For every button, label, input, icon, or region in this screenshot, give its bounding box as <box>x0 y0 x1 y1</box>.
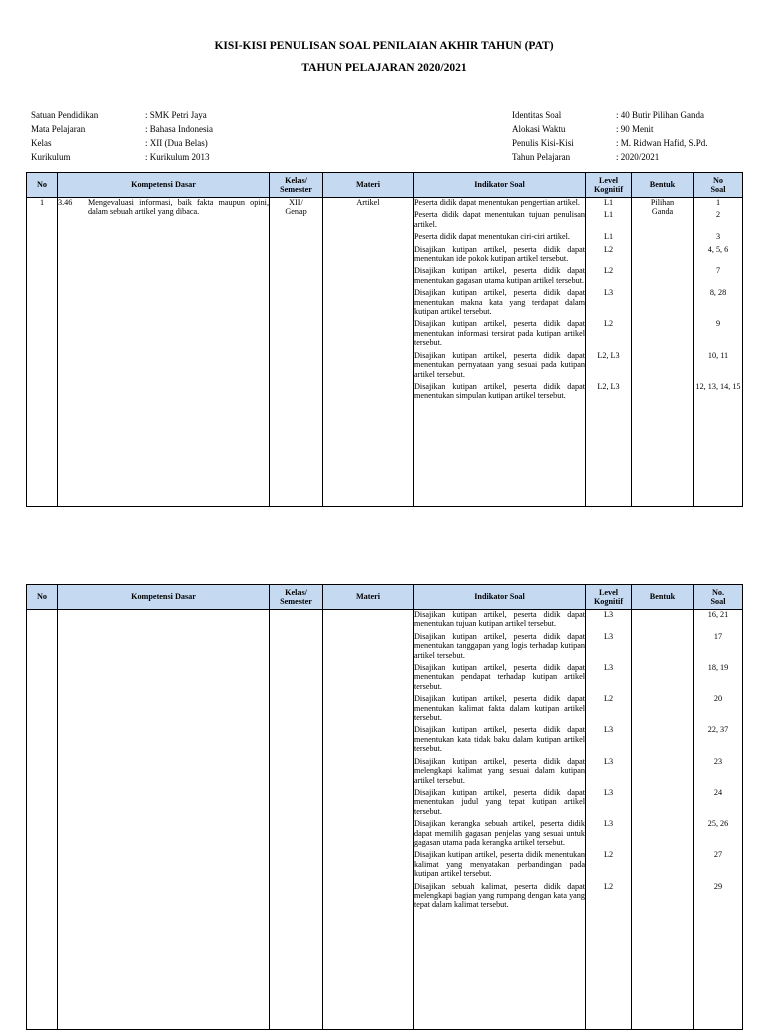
indikator-item: Disajikan kutipan artikel, peserta didik dapat melengkapi kalimat yang sesuai dalam kutipan artikel tersebut. <box>414 756 585 785</box>
header-materi: Materi <box>323 173 414 198</box>
no-soal-cell <box>694 198 743 507</box>
document-subtitle: TAHUN PELAJARAN 2020/2021 <box>301 62 467 74</box>
header-kompetensi-dasar: Kompetensi Dasar <box>58 173 270 198</box>
header-level-kognitif: Level Kognitif <box>586 585 632 610</box>
indikator-item: Disajikan kutipan artikel, peserta didik dapat menentukan pernyataan yang sesuai pada kutipan artikel tersebut. <box>414 350 585 379</box>
meta-row <box>512 122 708 136</box>
materi-cell: Artikel <box>323 198 414 507</box>
header-kelas-semester: Kelas/ Semester <box>270 585 323 610</box>
materi-cell <box>323 610 414 1030</box>
header-indikator: Indikator Soal <box>414 173 586 198</box>
no-soal-cell <box>694 610 743 1030</box>
no-soal-item: 20 <box>713 694 723 704</box>
level-item: L2, L3 <box>597 350 620 360</box>
header-no: No <box>27 585 58 610</box>
meta-value: : 40 Butir Pilihan Ganda <box>616 110 704 120</box>
level-item: L3 <box>603 819 614 829</box>
level-item: L2 <box>603 244 614 254</box>
header-level-kognitif: Level Kognitif <box>586 173 632 198</box>
header-materi: Materi <box>323 585 414 610</box>
meta-value: : Kurikulum 2013 <box>145 152 210 162</box>
kd-text: Mengevaluasi informasi, baik fakta maupun opini, dalam sebuah artikel yang dibaca. <box>88 198 269 217</box>
indikator-item: Peserta didik dapat menentukan pengertian artikel. <box>414 198 580 207</box>
indikator-cell <box>414 198 586 507</box>
indikator-item: Disajikan kutipan artikel, peserta didik dapat menentukan ide pokok kutipan artikel tersebut. <box>414 244 585 264</box>
bentuk-cell <box>632 610 694 1030</box>
kompetensi-dasar-cell <box>58 198 270 507</box>
no-soal-item: 24 <box>713 787 723 797</box>
no-soal-item: 10, 11 <box>707 350 729 360</box>
indikator-item: Disajikan kutipan artikel, peserta didik dapat menentukan tujuan kutipan artikel tersebut. <box>414 610 585 629</box>
meta-row <box>31 136 213 150</box>
level-item: L1 <box>603 232 614 242</box>
meta-row <box>31 108 213 122</box>
meta-row <box>512 108 708 122</box>
kelas-semester-cell: XII/ Genap <box>270 198 323 507</box>
meta-value: : 90 Menit <box>616 124 654 134</box>
level-item: L3 <box>603 631 614 641</box>
no-soal-item: 27 <box>713 850 723 860</box>
level-item: L3 <box>603 725 614 735</box>
no-soal-item: 23 <box>713 756 723 766</box>
indikator-item: Disajikan kutipan artikel, peserta didik dapat menentukan judul yang tepat kutipan artikel tersebut. <box>414 787 585 816</box>
no-soal-item: 29 <box>713 881 723 891</box>
indikator-item: Disajikan kutipan artikel, peserta didik dapat menentukan kata tidak baku dalam kutipan artikel tersebut. <box>414 725 585 754</box>
no-soal-item: 25, 26 <box>707 819 729 829</box>
meta-label: Kurikulum <box>31 152 71 162</box>
level-item: L3 <box>603 787 614 797</box>
row-number <box>27 610 58 1030</box>
indikator-item: Peserta didik dapat menentukan ciri-ciri artikel. <box>414 232 570 242</box>
header-kelas-semester: Kelas/ Semester <box>270 173 323 198</box>
meta-value: : SMK Petri Jaya <box>145 110 207 120</box>
level-item: L2 <box>603 694 614 704</box>
indikator-item: Disajikan kutipan artikel, peserta didik dapat menentukan pendapat terhadap kutipan artikel tersebut. <box>414 663 585 691</box>
document-title: KISI-KISI PENULISAN SOAL PENILAIAN AKHIR TAHUN (PAT) <box>214 40 554 52</box>
no-soal-item: 7 <box>715 266 721 276</box>
table-row <box>27 610 743 1030</box>
grid-table-2 <box>26 584 743 1030</box>
kd-code: 3.46 <box>58 198 73 207</box>
indikator-item: Disajikan kutipan artikel, peserta didik dapat menentukan gagasan utama kutipan artikel tersebut. <box>414 266 585 285</box>
indikator-item: Disajikan kutipan artikel, peserta didik dapat menentukan tanggapan yang logis terhadap kutipan artikel tersebut. <box>414 631 585 660</box>
table-row <box>27 198 743 507</box>
indikator-item: Peserta didik dapat menentukan tujuan penulisan artikel. <box>414 210 585 229</box>
no-soal-item: 16, 21 <box>707 610 729 619</box>
level-item: L1 <box>603 210 614 220</box>
level-cell <box>586 610 632 1030</box>
no-soal-item: 4, 5, 6 <box>707 244 729 254</box>
indikator-item: Disajikan kutipan artikel, peserta didik dapat menentukan makna kata yang terdapat dalam kutipan artikel tersebut. <box>414 288 585 317</box>
bentuk-cell: Pilihan Ganda <box>632 198 694 507</box>
meta-row <box>512 150 708 164</box>
level-item: L3 <box>603 610 614 619</box>
meta-label: Mata Pelajaran <box>31 124 86 134</box>
header-no: No <box>27 173 58 198</box>
level-item: L3 <box>603 756 614 766</box>
indikator-item: Disajikan kutipan artikel, peserta didik menentukan kalimat yang menyatakan perbandingan pada kutipan artikel tersebut. <box>414 850 585 879</box>
no-soal-item: 12, 13, 14, 15 <box>695 381 741 391</box>
meta-row <box>31 150 213 164</box>
level-item: L2 <box>603 850 614 860</box>
indikator-cell <box>414 610 586 1030</box>
header-bentuk: Bentuk <box>632 585 694 610</box>
level-item: L2, L3 <box>597 381 620 391</box>
indikator-item: Disajikan kerangka sebuah artikel, peserta didik dapat memilih gagasan penjelas yang sesuai untuk gagasan utama pada kerangka artikel tersebut. <box>414 819 585 847</box>
no-soal-item: 2 <box>715 210 721 220</box>
table-header-row <box>27 585 743 610</box>
no-soal-item: 1 <box>715 198 721 207</box>
meta-value: : Bahasa Indonesia <box>145 124 213 134</box>
kompetensi-dasar-cell <box>58 610 270 1030</box>
no-soal-item: 9 <box>715 319 721 329</box>
level-cell <box>586 198 632 507</box>
identity-right <box>512 108 708 164</box>
meta-label: Satuan Pendidikan <box>31 110 99 120</box>
header-bentuk: Bentuk <box>632 173 694 198</box>
meta-label: Kelas <box>31 138 52 148</box>
level-item: L3 <box>603 663 614 673</box>
level-item: L2 <box>603 266 614 276</box>
header-indikator: Indikator Soal <box>414 585 586 610</box>
meta-label: Identitas Soal <box>512 110 562 120</box>
indikator-item: Disajikan kutipan artikel, peserta didik dapat menentukan informasi tersirat pada kutipan artikel tersebut. <box>414 319 585 348</box>
meta-label: Tahun Pelajaran <box>512 152 571 162</box>
no-soal-item: 18, 19 <box>707 663 729 673</box>
meta-label: Alokasi Waktu <box>512 124 566 134</box>
header-kompetensi-dasar: Kompetensi Dasar <box>58 585 270 610</box>
kelas-semester-cell <box>270 610 323 1030</box>
no-soal-item: 3 <box>715 232 721 242</box>
table-header-row <box>27 173 743 198</box>
level-item: L2 <box>603 319 614 329</box>
meta-value: : XII (Dua Belas) <box>145 138 208 148</box>
indikator-item: Disajikan kutipan artikel, peserta didik dapat menentukan kalimat fakta dalam kutipan artikel tersebut. <box>414 694 585 723</box>
indikator-item: Disajikan sebuah kalimat, peserta didik dapat melengkapi bagian yang rumpang dengan kata yang tepat dalam kalimat tersebut. <box>414 881 585 910</box>
level-item: L3 <box>603 288 614 298</box>
meta-label: Penulis Kisi-Kisi <box>512 138 574 148</box>
no-soal-item: 17 <box>713 631 723 641</box>
grid-table-1 <box>26 172 743 507</box>
no-soal-item: 8, 28 <box>709 288 727 298</box>
no-soal-item: 22, 37 <box>707 725 729 735</box>
meta-value: : M. Ridwan Hafid, S.Pd. <box>616 138 708 148</box>
header-no-soal: No. Soal <box>694 585 743 610</box>
header-no-soal: No Soal <box>694 173 743 198</box>
meta-row <box>512 136 708 150</box>
meta-value: : 2020/2021 <box>616 152 660 162</box>
meta-row <box>31 122 213 136</box>
identity-left <box>31 108 213 164</box>
level-item: L1 <box>603 198 614 207</box>
level-item: L2 <box>603 881 614 891</box>
row-number: 1 <box>27 198 58 507</box>
indikator-item: Disajikan kutipan artikel, peserta didik dapat menentukan simpulan kutipan artikel tersebut. <box>414 381 585 401</box>
